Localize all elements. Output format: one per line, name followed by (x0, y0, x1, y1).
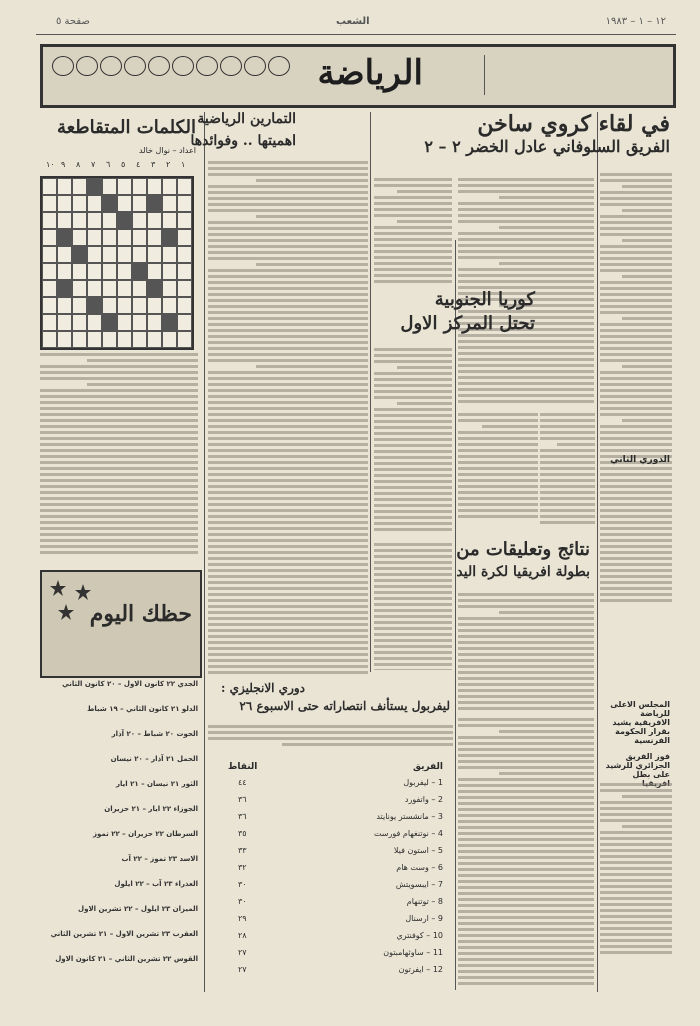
crossword-clues (40, 350, 198, 565)
ball-icon (100, 56, 122, 76)
ball-icon (196, 56, 218, 76)
crossword-cell (72, 331, 87, 348)
ball-icon (244, 56, 266, 76)
crossword-cell (162, 263, 177, 280)
horoscope-title: حظك اليوم (89, 601, 192, 627)
standings-table (208, 762, 453, 990)
horoscope-item: الدلو ٢١ كانون الثاني – ١٩ شباط (87, 705, 198, 713)
crossword-cell (72, 263, 87, 280)
korea-text-2 (458, 410, 538, 520)
crossword-cell (147, 263, 162, 280)
crossword-cell (42, 263, 57, 280)
crossword-cell (147, 195, 162, 212)
crossword-cell (132, 297, 147, 314)
crossword-cell (57, 297, 72, 314)
table-team: 9 – ارسنال (405, 914, 443, 923)
crossword-cell (57, 314, 72, 331)
ball-icon (172, 56, 194, 76)
horoscope-item: السرطان ٢٢ حزيران – ٢٢ تموز (93, 830, 198, 838)
liverpool-text (208, 722, 453, 758)
table-team: 10 – كوفنتري (396, 931, 443, 940)
crossword-cell (42, 314, 57, 331)
crossword-cell (177, 280, 192, 297)
table-row (208, 812, 453, 828)
crossword-cell (87, 195, 102, 212)
crossword-cell (87, 229, 102, 246)
horoscope-item: العقرب ٢٣ تشرين الاول – ٢١ تشرين الثاني (50, 930, 198, 938)
horoscope-item: القوس ٢٢ تشرين الثاني – ٢١ كانون الاول (55, 955, 198, 963)
horoscope-item: الجدي ٢٢ كانون الاول – ٢٠ كانون الثاني (62, 680, 198, 688)
crossword-cell (72, 229, 87, 246)
ball-icon (52, 56, 74, 76)
table-points: ٢٨ (238, 931, 247, 940)
crossword-cell (147, 314, 162, 331)
crossword-cell (102, 246, 117, 263)
crossword-cell (87, 263, 102, 280)
ball-icon (124, 56, 146, 76)
exercise-headline-1: التمارين الرياضية (197, 111, 296, 127)
english-league-label: دوري الانجليزي : (221, 681, 305, 695)
crossword-cell (42, 212, 57, 229)
issue-date: ١٢ – ١ – ١٩٨٣ (605, 16, 666, 27)
table-team: 12 – ايفرتون (398, 965, 443, 974)
crossword-cell (42, 246, 57, 263)
crossword-cell (42, 195, 57, 212)
horoscope-item: الثور ٢١ نيسان – ٢١ ايار (116, 780, 198, 788)
crossword-cell (117, 331, 132, 348)
crossword-cell (102, 280, 117, 297)
horoscope-list (40, 680, 200, 990)
crossword-number: ٩ (61, 160, 66, 169)
table-header-team: الفريق (412, 762, 443, 772)
table-row (208, 948, 453, 964)
crossword-author: اعداد – نوال خالد (138, 146, 196, 155)
right-column-text-2 (600, 780, 672, 990)
crossword-cell (147, 178, 162, 195)
crossword-cell (132, 280, 147, 297)
section-title: الرياضة (317, 53, 423, 93)
crossword-cell (132, 212, 147, 229)
crossword-cell (132, 331, 147, 348)
table-points: ٣٢ (238, 863, 247, 872)
crossword-cell (72, 178, 87, 195)
horoscope-item: الحوت ٢٠ شباط – ٢٠ آذار (111, 730, 198, 738)
crossword-cell (162, 297, 177, 314)
crossword-cell (117, 280, 132, 297)
results-text-2 (374, 540, 452, 670)
table-points: ٣٣ (238, 846, 247, 855)
crossword-cell (102, 297, 117, 314)
table-points: ٢٧ (238, 965, 247, 974)
crossword-number: ٥ (121, 160, 126, 169)
side-title-3: فوز الفريق الجزائري للرشيد على بطل (605, 752, 670, 779)
crossword-cell (132, 229, 147, 246)
crossword-cell (117, 195, 132, 212)
results-headline-1: نتائج وتعليقات من (456, 539, 590, 560)
crossword-cell (132, 263, 147, 280)
korea-text-3 (540, 410, 595, 530)
crossword-cell (132, 195, 147, 212)
table-row (208, 778, 453, 794)
crossword-grid (40, 176, 194, 350)
crossword-cell (42, 280, 57, 297)
table-team: 2 – واتفورد (404, 795, 443, 804)
horoscope-banner (40, 570, 202, 678)
crossword-cell (72, 195, 87, 212)
crossword-cell (102, 178, 117, 195)
table-team: 6 – وست هام (396, 863, 443, 872)
table-row (208, 897, 453, 913)
header-rule (36, 34, 676, 35)
crossword-cell (177, 229, 192, 246)
crossword-cell (132, 246, 147, 263)
lead-headline-1: في لقاء كروي ساخن (477, 111, 670, 137)
page-header-strip (36, 14, 676, 32)
crossword-cell (57, 229, 72, 246)
crossword-cell (57, 331, 72, 348)
table-row (208, 880, 453, 896)
column-rule (455, 240, 456, 990)
crossword-cell (72, 212, 87, 229)
table-row (208, 846, 453, 862)
crossword-cell (102, 212, 117, 229)
table-team: 7 – ايبسويتش (395, 880, 443, 889)
column-rule (204, 112, 205, 992)
crossword-cell (72, 246, 87, 263)
column-rule (370, 112, 371, 672)
exercise-headline-2: اهميتها .. وفوائدها (190, 133, 296, 149)
crossword-cell (42, 178, 57, 195)
table-points: ٣٦ (238, 812, 247, 821)
sports-masthead (40, 44, 676, 108)
crossword-number: ٢ (166, 160, 171, 169)
table-row (208, 931, 453, 947)
crossword-cell (102, 195, 117, 212)
crossword-cell (102, 229, 117, 246)
crossword-cell (87, 331, 102, 348)
results-text (458, 590, 594, 710)
side-title-1: الدوري الثاني (610, 455, 670, 465)
crossword-cell (87, 178, 102, 195)
crossword-cell (72, 280, 87, 297)
paper-name: الشعب (336, 16, 370, 27)
crossword-cell (177, 263, 192, 280)
table-row (208, 829, 453, 845)
crossword-cell (162, 229, 177, 246)
right-column-text (600, 170, 672, 690)
crossword-cell (132, 178, 147, 195)
crossword-number: ١ (181, 160, 186, 169)
crossword-cell (42, 297, 57, 314)
crossword-cell (57, 212, 72, 229)
results-headline-2: بطولة افريقيا لكرة اليد (456, 564, 590, 580)
table-team: 8 – توتنهام (406, 897, 443, 906)
table-team: 11 – ساوثهامبتون (383, 948, 443, 957)
table-team: 5 – استون فيلا (393, 846, 443, 855)
table-points: ٣٠ (238, 897, 247, 906)
crossword-cell (102, 331, 117, 348)
korea-headline-2: تحتل المركز الاول (400, 313, 535, 334)
ball-icon (76, 56, 98, 76)
crossword-cell (162, 280, 177, 297)
horoscope-item: الميزان ٢٣ ايلول – ٢٢ تشرين الاول (78, 905, 198, 913)
results-text-3 (458, 715, 594, 990)
crossword-cell (102, 314, 117, 331)
crossword-cell (162, 331, 177, 348)
crossword-cell (162, 212, 177, 229)
table-team: 3 – مانشستر يونايتد (376, 812, 443, 821)
crossword-cell (87, 314, 102, 331)
crossword-cell (147, 331, 162, 348)
crossword-cell (117, 263, 132, 280)
crossword-number: ٦ (106, 160, 111, 169)
table-row (208, 965, 453, 981)
crossword-cell (147, 297, 162, 314)
table-points: ٣٥ (238, 829, 247, 838)
horoscope-item: الجوزاء ٢٢ ايار – ٢١ حزيران (104, 805, 198, 813)
crossword-cell (177, 297, 192, 314)
crossword-cell (117, 246, 132, 263)
crossword-cell (57, 280, 72, 297)
crossword-cell (177, 314, 192, 331)
lead-headline-2: الفريق السلوفاني عادل الخضر ٢ – ٢ (424, 137, 670, 156)
crossword-cell (42, 331, 57, 348)
horoscope-item: العذراء ٢٣ آب – ٢٢ ايلول (114, 880, 198, 888)
side-title-2: المجلس الاعلى للرياضة الافريقية يشيد بقرار الحكومة الفرنسية (610, 700, 670, 745)
table-body (208, 778, 453, 988)
sport-pictograms (51, 55, 301, 95)
crossword-number: ٤ (136, 160, 141, 169)
table-points: ٤٤ (238, 778, 247, 787)
crossword-cell (132, 314, 147, 331)
crossword-cell (87, 280, 102, 297)
crossword-number: ٧ (91, 160, 96, 169)
crossword-cell (162, 178, 177, 195)
crossword-cell (102, 263, 117, 280)
crossword-cell (162, 314, 177, 331)
table-team: 4 – نوتنغهام فورست (373, 829, 443, 838)
liverpool-headline: ليفربول يستأنف انتصاراته حتى الاسبوع ٢٦ (239, 699, 450, 713)
crossword-cell (57, 195, 72, 212)
crossword-cell (117, 178, 132, 195)
table-row (208, 914, 453, 930)
korea-headline-1: كوريا الجنوبية (434, 289, 535, 310)
horoscope-item: الاسد ٢٣ تموز – ٢٢ آب (121, 855, 198, 863)
crossword-cell (57, 178, 72, 195)
crossword-cell (87, 297, 102, 314)
crossword-cell (72, 297, 87, 314)
crossword-cell (177, 331, 192, 348)
horoscope-item: الحمل ٢١ آذار – ٢٠ نيسان (110, 755, 198, 763)
crossword-number: ١٠ (46, 160, 55, 169)
crossword-title: الكلمات المتقاطعة (56, 117, 196, 138)
table-row (208, 863, 453, 879)
crossword-number: ٨ (76, 160, 81, 169)
crossword-cell (162, 246, 177, 263)
crossword-cell (117, 314, 132, 331)
crossword-cell (177, 246, 192, 263)
page-label: صفحة ٥ (56, 16, 90, 27)
ball-icon (148, 56, 170, 76)
crossword-column-numbers (40, 160, 200, 172)
ball-icon (268, 56, 290, 76)
table-header-points: النقاط (228, 762, 258, 772)
crossword-cell (147, 212, 162, 229)
crossword-cell (177, 195, 192, 212)
crossword-cell (177, 178, 192, 195)
table-points: ٢٩ (238, 914, 247, 923)
crossword-cell (117, 229, 132, 246)
crossword-cell (147, 246, 162, 263)
lead-story-text-2 (374, 175, 452, 285)
crossword-number: ٣ (151, 160, 156, 169)
crossword-cell (147, 280, 162, 297)
crossword-cell (57, 263, 72, 280)
table-row (208, 795, 453, 811)
korea-text (374, 345, 452, 535)
crossword-cell (117, 212, 132, 229)
crossword-cell (117, 297, 132, 314)
table-points: ٢٧ (238, 948, 247, 957)
crossword-cell (177, 212, 192, 229)
exercise-text (208, 158, 368, 678)
crossword-cell (57, 246, 72, 263)
crossword-cell (72, 314, 87, 331)
crossword-cell (147, 229, 162, 246)
ball-icon (220, 56, 242, 76)
crossword-cell (162, 195, 177, 212)
table-points: ٣٦ (238, 795, 247, 804)
column-rule (597, 112, 598, 992)
crossword-cell (87, 212, 102, 229)
crossword-cell (87, 246, 102, 263)
table-team: 1 – ليفربول (403, 778, 443, 787)
table-points: ٣٠ (238, 880, 247, 889)
sport-pictograms-right (484, 55, 665, 95)
crossword-cell (42, 229, 57, 246)
